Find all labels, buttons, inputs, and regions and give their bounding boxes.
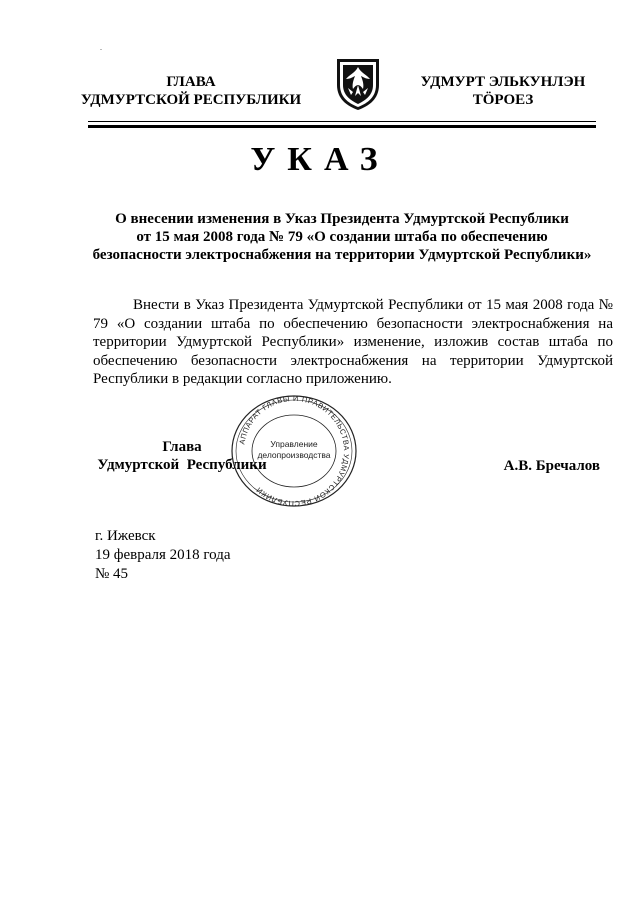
- stamp-outer-text: АППАРАТ ГЛАВЫ И ПРАВИТЕЛЬСТВА УДМУРТСКОЙ РЕСПУБЛИКИ: [237, 393, 352, 509]
- issuer-russian: [60, 73, 322, 109]
- issue-date: 19 февраля 2018 года: [95, 547, 231, 563]
- signatory-position: [95, 438, 269, 474]
- issuer-udmurt-line-2: ТӦРОЕЗ: [472, 92, 534, 108]
- issuer-russian-line-2: УДМУРТСКОЙ РЕСПУБЛИКИ: [80, 92, 302, 108]
- document-subject: [88, 210, 596, 264]
- header-rule-thin: [88, 121, 596, 122]
- signatory-position-line-1: Глава: [162, 439, 202, 455]
- document-body: Внести в Указ Президента Удмуртской Республики от 15 мая 2008 года № 79 «О создании штаба по обеспечению безопасности электроснабжения на территории Удмуртской Республики» изменение, изложив состав штаба по обеспечению безопасности электроснабжения на территории Удмуртской Республики в редакции согласно приложению.: [93, 297, 613, 388]
- stamp-inner-line-1: Управление: [270, 439, 318, 449]
- issuer-russian-line-1: ГЛАВА: [166, 74, 216, 90]
- signatory-position-line-2: Удмуртской Республики: [97, 457, 267, 473]
- issuer-udmurt: [412, 73, 594, 109]
- issue-details: [95, 527, 231, 584]
- issue-number: № 45: [95, 566, 129, 582]
- signatory-name: А.В. Бречалов: [503, 458, 600, 474]
- subject-line-1: О внесении изменения в Указ Президента Удмуртской Республики: [115, 211, 569, 227]
- udmurtia-coat-of-arms-icon: [331, 55, 385, 111]
- scan-mark: [100, 49, 102, 50]
- subject-line-3: безопасности электроснабжения на территории Удмуртской Республики»: [92, 247, 592, 263]
- subject-line-2: от 15 мая 2008 года № 79 «О создании штаба по обеспечению: [136, 229, 548, 245]
- issue-city: г. Ижевск: [95, 528, 156, 544]
- issuer-udmurt-line-1: УДМУРТ ЭЛЬКУНЛЭН: [420, 74, 586, 90]
- document-title: УКАЗ: [250, 141, 390, 178]
- header-rule-thick: [88, 125, 596, 128]
- stamp-inner-line-2: делопроизводства: [257, 450, 331, 460]
